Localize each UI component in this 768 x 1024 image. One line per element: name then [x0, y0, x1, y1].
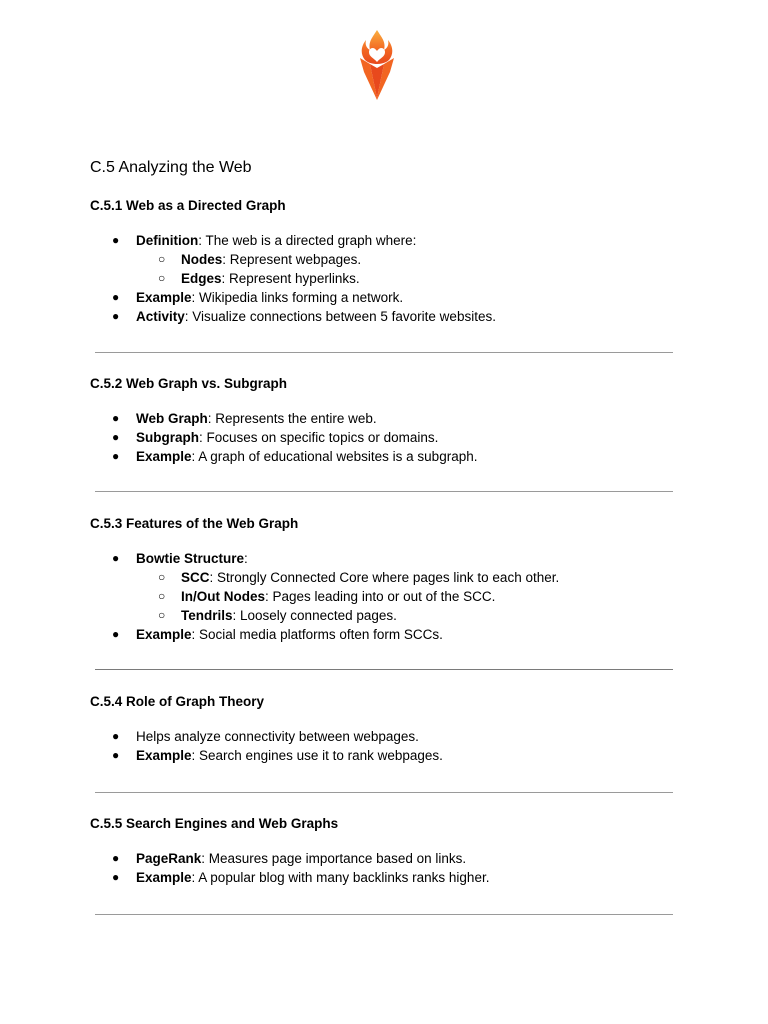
bullet-icon: ● [112, 729, 120, 743]
circle-bullet-icon: ○ [158, 570, 166, 584]
bullet-icon: ● [112, 851, 120, 865]
sub-list-item: ○ SCC: Strongly Connected Core where pages link to each other. [158, 570, 560, 585]
bullet-icon: ● [112, 290, 120, 304]
page-title: C.5 Analyzing the Web [90, 159, 252, 176]
list-item: ● Example: Wikipedia links forming a network. [112, 290, 404, 305]
list-item: ● Example: Social media platforms often form SCCs. [112, 627, 443, 642]
section-heading: C.5.1 Web as a Directed Graph [90, 198, 286, 213]
bullet-icon: ● [112, 430, 120, 444]
sub-list [136, 250, 690, 288]
circle-bullet-icon: ○ [158, 252, 166, 266]
section-heading: C.5.4 Role of Graph Theory [90, 694, 265, 709]
section-c-5-5 [90, 815, 690, 887]
list-item: ● Helps analyze connectivity between webpages. [112, 729, 419, 744]
list-item: ● Example: Search engines use it to rank webpages. [112, 748, 443, 763]
sub-list-item: ○ In/Out Nodes: Pages leading into or out of the SCC. [158, 589, 496, 604]
sub-list-item: ○ Edges: Represent hyperlinks. [158, 271, 360, 286]
bullet-list [90, 727, 690, 765]
list-item: ● Web Graph: Represents the entire web. [112, 411, 377, 426]
bullet-list [90, 409, 690, 466]
list-item: ● Bowtie Structure: ○ SCC: Strongly Connected Core where pages link to each other. ○ In/Out Nodes: Pages leading into or out of the SCC. ○ Tendrils: Loosely connected pages. [90, 549, 690, 625]
divider [95, 792, 673, 793]
bullet-icon: ● [112, 551, 120, 565]
circle-bullet-icon: ○ [158, 271, 166, 285]
section-heading: C.5.2 Web Graph vs. Subgraph [90, 376, 288, 391]
section-c-5-1 [90, 197, 690, 326]
divider [95, 352, 673, 353]
bullet-icon: ● [112, 748, 120, 762]
sub-list-item: ○ Nodes: Represent webpages. [158, 252, 362, 267]
bullet-icon: ● [112, 411, 120, 425]
section-heading: C.5.5 Search Engines and Web Graphs [90, 816, 339, 831]
list-item: ● Example: A popular blog with many backlinks ranks higher. [112, 870, 490, 885]
circle-bullet-icon: ○ [158, 589, 166, 603]
bullet-list [90, 231, 690, 326]
bullet-list [90, 549, 690, 644]
list-item: ● Definition: The web is a directed graph where: ○ Nodes: Represent webpages. ○ Edges: Represent hyperlinks. [90, 231, 690, 288]
divider [95, 491, 673, 492]
section-c-5-3 [90, 515, 690, 644]
bullet-icon: ● [112, 870, 120, 884]
section-c-5-4 [90, 693, 690, 765]
section-c-5-2 [90, 375, 690, 466]
circle-bullet-icon: ○ [158, 608, 166, 622]
list-item: ● Subgraph: Focuses on specific topics or domains. [112, 430, 439, 445]
list-item: ● Activity: Visualize connections between 5 favorite websites. [112, 309, 496, 324]
bullet-icon: ● [112, 449, 120, 463]
section-heading: C.5.3 Features of the Web Graph [90, 516, 299, 531]
sub-list [136, 568, 690, 625]
bullet-icon: ● [112, 627, 120, 641]
divider [95, 914, 673, 915]
bullet-icon: ● [112, 309, 120, 323]
flame-heart-logo-icon [356, 28, 398, 100]
sub-list-item: ○ Tendrils: Loosely connected pages. [158, 608, 397, 623]
bullet-icon: ● [112, 233, 120, 247]
list-item: ● PageRank: Measures page importance based on links. [112, 851, 467, 866]
bullet-list [90, 849, 690, 887]
list-item: ● Example: A graph of educational websites is a subgraph. [112, 449, 478, 464]
divider [95, 669, 673, 670]
